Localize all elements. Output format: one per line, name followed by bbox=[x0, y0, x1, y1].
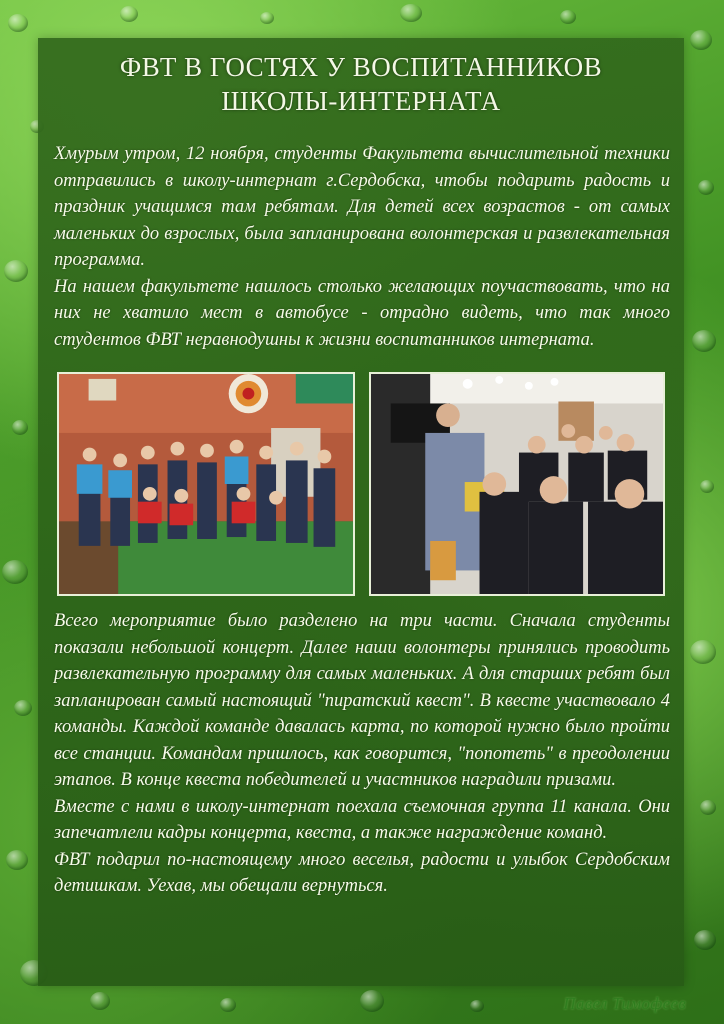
intro-paragraph: Хмурым утром, 12 ноября, студенты Факультета вычислительной техники отправились в школу-интернат г.Сердобска, чтобы подарить радость и праздник учащимся там ребятам. Для детей всех возрастов - от самых маленьких до взрослых, была запланирована волонтерская и развлекательная программа. bbox=[54, 144, 670, 270]
page-title bbox=[38, 50, 684, 118]
body-text bbox=[54, 608, 670, 900]
intro-text bbox=[54, 141, 670, 353]
title-line-2: ШКОЛЫ-ИНТЕРНАТА bbox=[221, 86, 501, 116]
intro-paragraph: На нашем факультете нашлось столько желающих поучаствовать, что на них не хватило мест в автобусе - отрадно видеть, что так много студентов ФВТ неравнодушны к жизни воспитанников интерната. bbox=[54, 276, 670, 350]
body-paragraph: Вместе с нами в школу-интернат поехала съемочная группа 11 канала. Они запечатлели кадры концерта, квеста, а также награждение команд. bbox=[54, 796, 670, 843]
group-photo bbox=[57, 372, 355, 596]
author-signature: Павел Тимофеев bbox=[563, 994, 686, 1013]
body-paragraph: Всего мероприятие было разделено на три части. Сначала студенты показали небольшой концерт. Далее наши волонтеры принялись проводить развлекательную программу для самых маленьких. А для старших ребят был запланирован самый настоящий "пиратский квест". В квесте участвовало 4 команды. Каждой команде давалась карта, по которой нужно было пройти все станции. Командам пришлось, как говорится, "попотеть" в преодолении этапов. В конце квеста победителей и участников наградили призами. bbox=[54, 611, 670, 790]
title-line-1: ФВТ В ГОСТЯХ У ВОСПИТАННИКОВ bbox=[119, 52, 603, 82]
body-paragraph: ФВТ подарил по-настоящему много веселья, радости и улыбок Сердобским детишкам. Уехав, мы обещали вернуться. bbox=[54, 849, 670, 896]
audience-photo bbox=[369, 372, 665, 596]
